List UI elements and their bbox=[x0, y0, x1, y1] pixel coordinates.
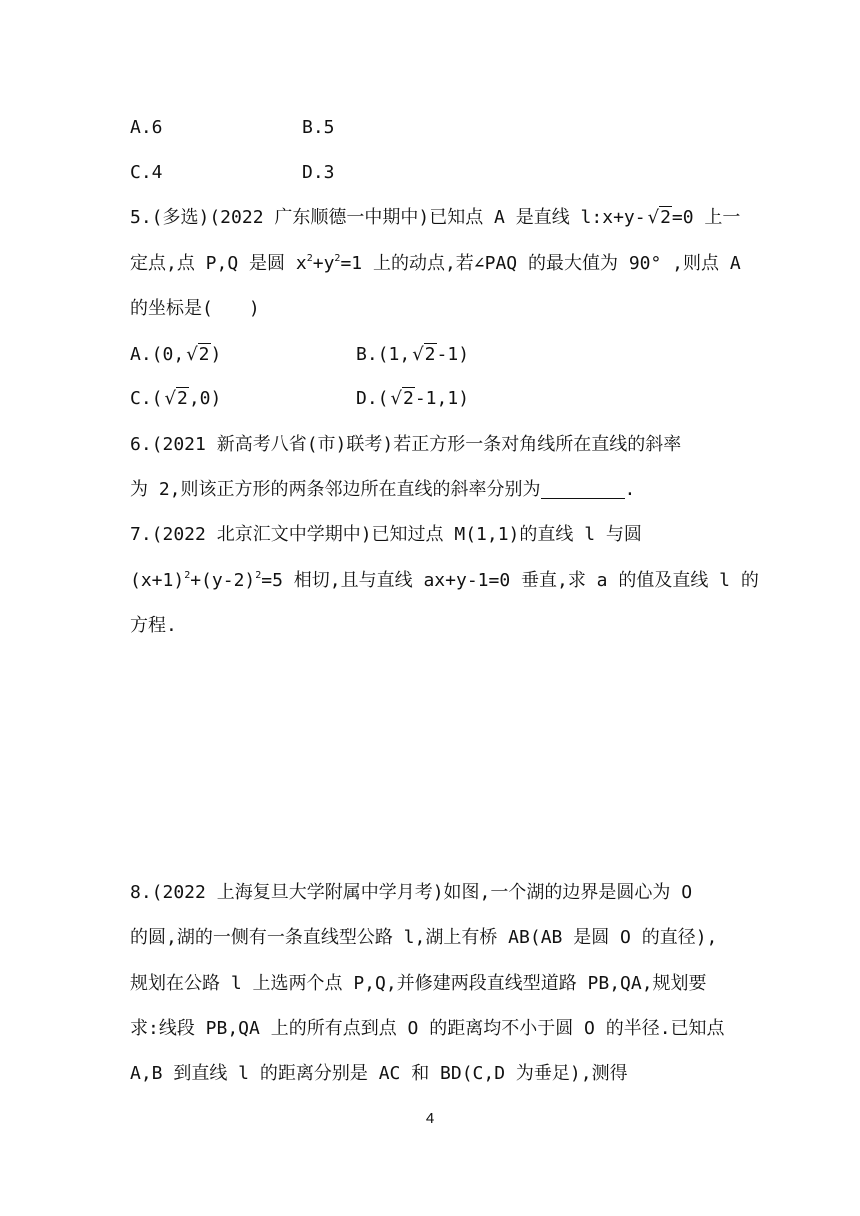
q5-line-3: 的坐标是( ) bbox=[130, 298, 260, 319]
q4-option-a: A.6 bbox=[130, 117, 163, 138]
sqrt-2: √2 bbox=[647, 207, 671, 228]
q6-line-2: 为 2,则该正方形的两条邻边所在直线的斜率分别为 . bbox=[130, 479, 636, 500]
q7-line-3: 方程. bbox=[130, 615, 177, 636]
q8-line-5: A,B 到直线 l 的距离分别是 AC 和 BD(C,D 为垂足),测得 bbox=[130, 1063, 628, 1084]
q5-text: 5.(多选)(2022 广东顺德一中期中)已知点 A 是直线 l:x+y- bbox=[130, 207, 646, 228]
answer-blank[interactable] bbox=[541, 480, 625, 499]
q8-line-1: 8.(2022 上海复旦大学附属中学月考)如图,一个湖的边界是圆心为 O bbox=[130, 882, 693, 903]
q8-line-2: 的圆,湖的一侧有一条直线型公路 l,湖上有桥 AB(AB 是圆 O 的直径), bbox=[130, 927, 718, 948]
q8-line-4: 求:线段 PB,QA 上的所有点到点 O 的距离均不小于圆 O 的半径.已知点 bbox=[130, 1018, 725, 1039]
q8-line-3: 规划在公路 l 上选两个点 P,Q,并修建两段直线型道路 PB,QA,规划要 bbox=[130, 973, 707, 994]
q5-line-2: 定点,点 P,Q 是圆 $x^2+y^2=1$ 上的动点,若∠PAQ 的最大值为 90° ,则点 A bbox=[130, 253, 741, 274]
q5-text: =0 上一 bbox=[671, 207, 741, 228]
q5-option-b: B.(1, √2-1) bbox=[356, 344, 470, 365]
q5-option-d: D.( √2-1,1) bbox=[356, 388, 470, 409]
page-number: 4 bbox=[425, 1110, 435, 1127]
q4-option-c: C.4 bbox=[130, 162, 163, 183]
q4-option-d: D.3 bbox=[302, 162, 335, 183]
q5-option-c: C.( √2,0) bbox=[130, 388, 222, 409]
q5-line-1 bbox=[130, 206, 740, 230]
q5-option-a: A.(0, √2) bbox=[130, 344, 222, 365]
q6-line-1: 6.(2021 新高考八省(市)联考)若正方形一条对角线所在直线的斜率 bbox=[130, 434, 682, 455]
q7-line-2: $(x+1)^2+(y-2)^2=5$ 相切,且与直线 ax+y-1=0 垂直,求 a 的值及直线 l 的 bbox=[130, 570, 759, 591]
q7-line-1: 7.(2022 北京汇文中学期中)已知过点 M(1,1)的直线 l 与圆 bbox=[130, 524, 642, 545]
q4-option-b: B.5 bbox=[302, 117, 335, 138]
